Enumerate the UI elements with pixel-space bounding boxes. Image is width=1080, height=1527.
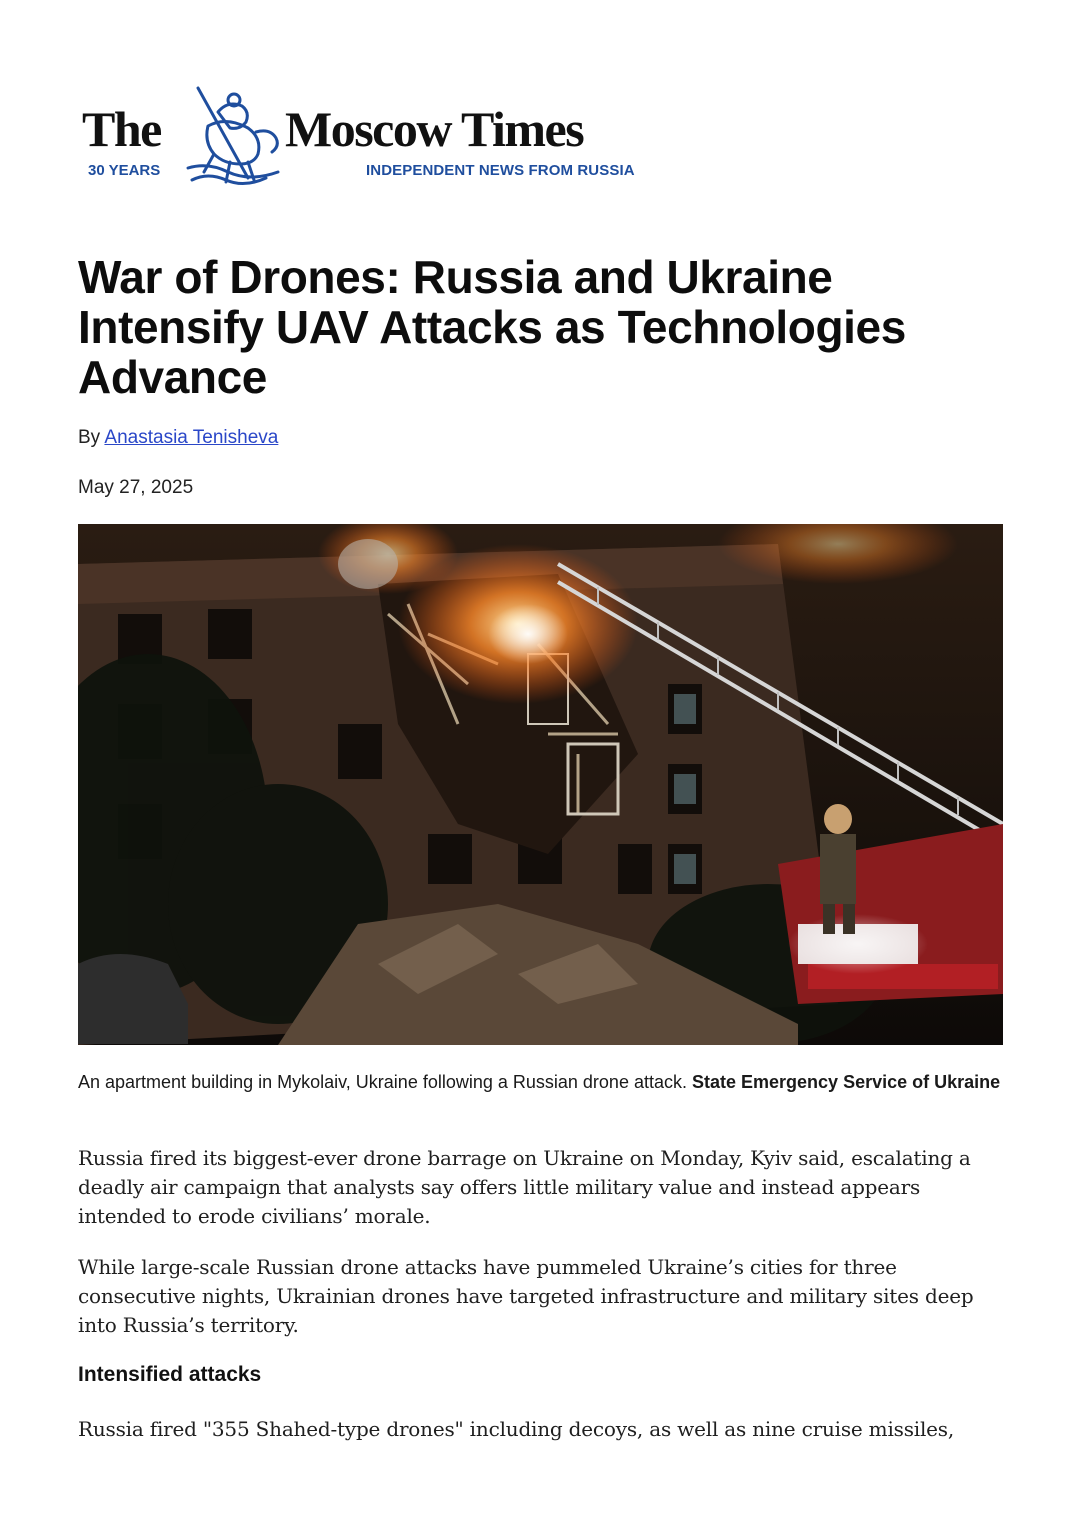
photo-illustration <box>78 524 1003 1045</box>
byline-prefix: By <box>78 427 101 448</box>
masthead-years-badge: 30 YEARS <box>88 162 161 179</box>
caption-credit: State Emergency Service of Ukraine <box>692 1072 1001 1092</box>
article-photo <box>78 524 1003 1045</box>
st-george-emblem-icon <box>178 82 288 190</box>
masthead-the: The <box>82 101 161 157</box>
publish-date: May 27, 2025 <box>78 477 194 498</box>
photo-caption <box>78 1069 1003 1096</box>
caption-text: An apartment building in Mykolaiv, Ukraine following a Russian drone attack. <box>78 1072 687 1092</box>
article-paragraph-1: Russia fired its biggest-ever drone barrage on Ukraine on Monday, Kyiv said, escalating a deadly air campaign that analysts say offers little military value and instead appears intended to erode civilians’ morale. <box>78 1146 971 1228</box>
section-subheading: Intensified attacks <box>78 1363 262 1386</box>
article-headline: War of Drones: Russia and Ukraine Intensify UAV Attacks as Technologies Advance <box>78 251 906 403</box>
masthead-logo[interactable] <box>82 82 642 192</box>
article-paragraph-2: While large-scale Russian drone attacks have pummeled Ukraine’s cities for three consecutive nights, Ukrainian drones have targeted infrastructure and military sites deep into Russia’s territory. <box>78 1255 974 1337</box>
byline <box>78 427 278 449</box>
masthead-moscow-times: Moscow Times <box>285 101 584 157</box>
masthead-tagline: INDEPENDENT NEWS FROM RUSSIA <box>366 162 635 179</box>
article-paragraph-3: Russia fired "355 Shahed-type drones" including decoys, as well as nine cruise missiles, <box>78 1417 955 1441</box>
author-link[interactable]: Anastasia Tenisheva <box>104 427 279 448</box>
